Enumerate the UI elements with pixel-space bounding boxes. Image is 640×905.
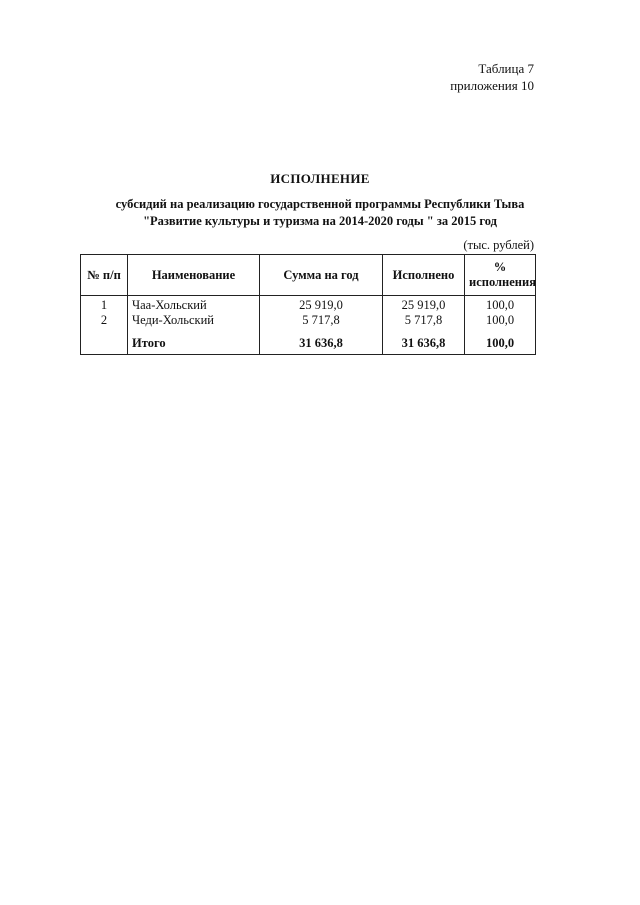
header-done: Исполнено [383,255,465,296]
header-percent [465,255,536,296]
row-sum: 5 717,8 [260,313,383,328]
document-title: ИСПОЛНЕНИЕ [270,171,370,186]
row-num: 1 [81,296,128,314]
row-num: 2 [81,313,128,328]
total-sum: 31 636,8 [260,328,383,355]
header-percent-label: исполнения [469,275,536,289]
row-percent: 100,0 [465,296,536,314]
row-name: Чеди-Хольский [128,313,260,328]
row-done: 5 717,8 [383,313,465,328]
table-header-row [81,255,536,296]
row-done: 25 919,0 [383,296,465,314]
row-sum: 25 919,0 [260,296,383,314]
execution-table [80,254,536,355]
table-row [81,313,536,328]
total-row [81,328,536,355]
header-percent-sign: % [493,260,507,274]
document-subtitle [60,196,580,230]
table-row [81,296,536,314]
reference-appendix: приложения 10 [450,78,534,93]
total-num [81,328,128,355]
units-note: (тыс. рублей) [463,238,534,252]
row-name: Чаа-Хольский [128,296,260,314]
table-reference [450,60,534,94]
total-label: Итого [128,328,260,355]
total-percent: 100,0 [465,328,536,355]
total-done: 31 636,8 [383,328,465,355]
header-num: № п/п [81,255,128,296]
header-name: Наименование [128,255,260,296]
header-sum: Сумма на год [260,255,383,296]
reference-table-number: Таблица 7 [478,61,534,76]
subtitle-line-1: субсидий на реализацию государственной программы Республики Тыва [115,197,525,211]
subtitle-line-2: "Развитие культуры и туризма на 2014-2020 годы " за 2015 год [143,214,497,228]
row-percent: 100,0 [465,313,536,328]
